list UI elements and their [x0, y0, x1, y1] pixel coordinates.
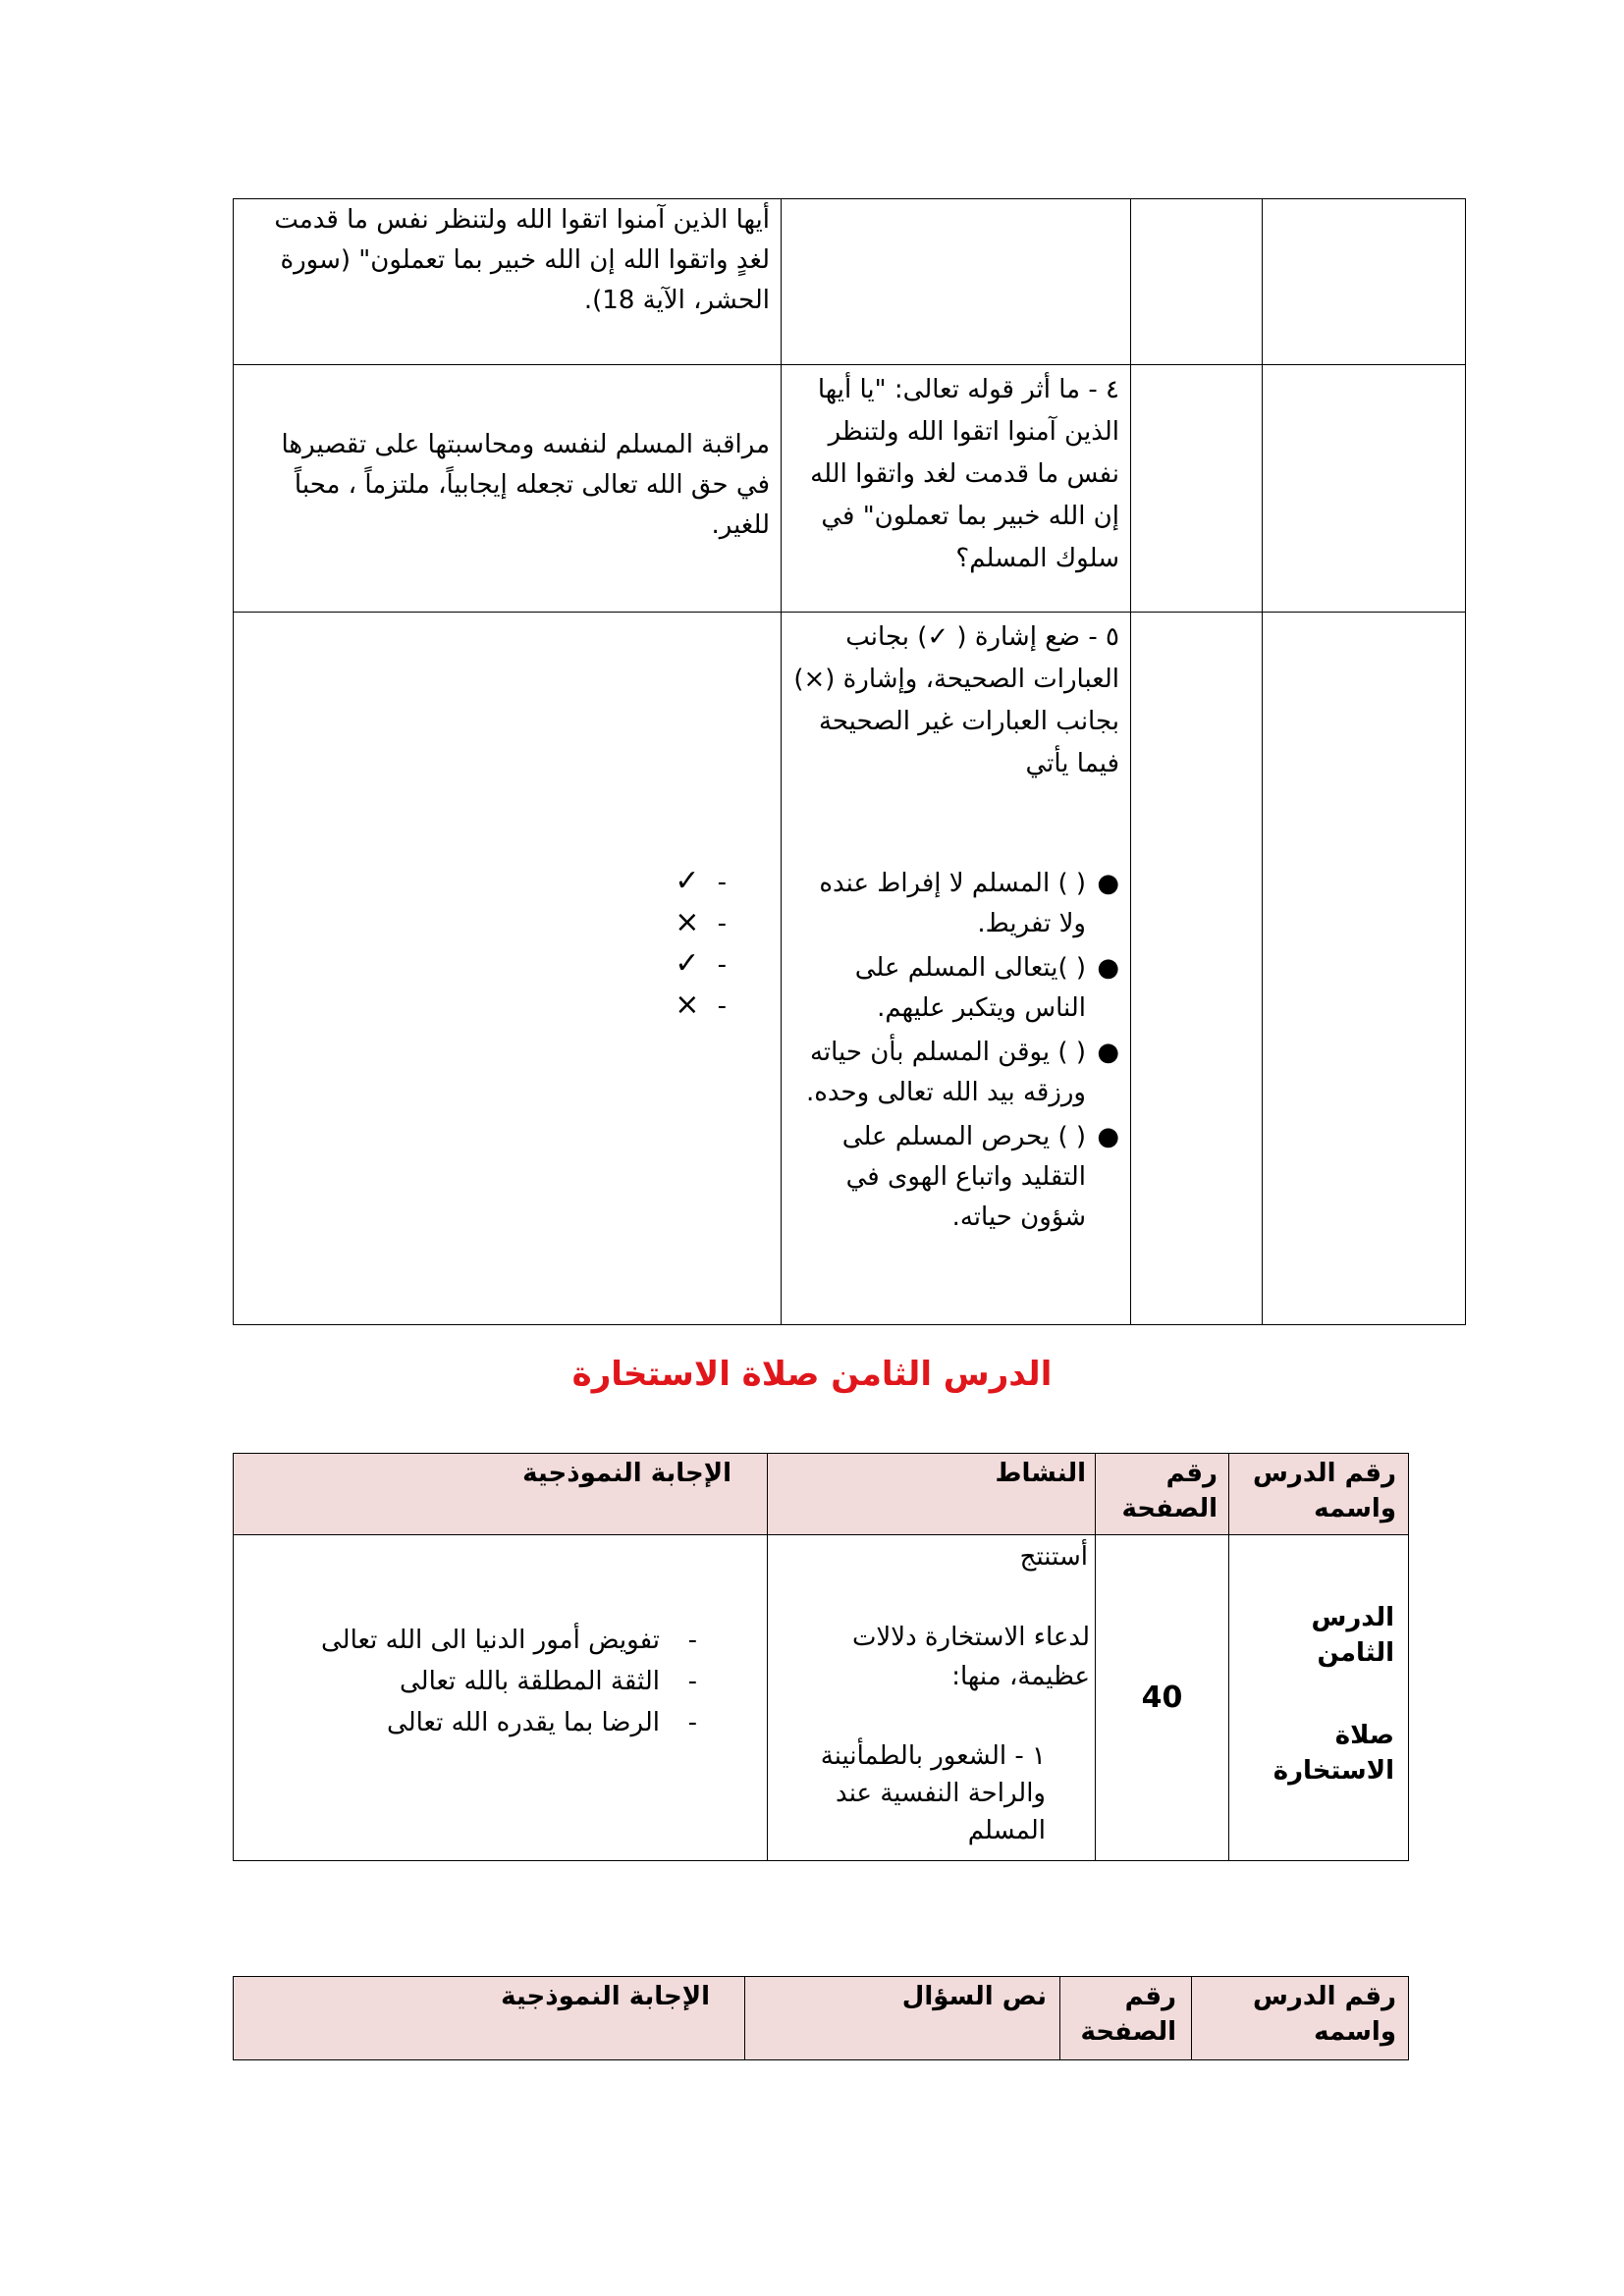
- statement-item: ● ( )يتعالى المسلم على الناس ويتكبر عليهم.: [793, 948, 1119, 1029]
- answer-mark-row: - ✓: [609, 864, 727, 905]
- bullet-icon: ●: [1097, 869, 1119, 898]
- t3-header-question-label: نص السؤال: [901, 1982, 1047, 2011]
- t2-header-activity-label: النشاط: [995, 1459, 1086, 1488]
- t2-activity-text: لدعاء الاستخارة دلالات عظيمة، منها:: [851, 1623, 1090, 1691]
- cross-icon: ×: [675, 988, 700, 1022]
- t2-header-lesson-label: رقم الدرس واسمه: [1253, 1459, 1396, 1523]
- bullet-icon: ●: [1097, 953, 1119, 983]
- t1-r1-answer-text: أيها الذين آمنوا اتقوا الله ولتنظر نفس ما قدمت لغدٍ واتقوا الله إن الله خبير بما تعملون" (سورة الحشر، الآية 18).: [274, 205, 770, 315]
- t1-r2-answer-text: مراقبة المسلم لنفسه ومحاسبتها على تقصيرها في حق الله تعالى تجعله إيجابياً، ملتزماً ، محباً للغير.: [281, 430, 770, 540]
- cross-icon: ×: [675, 905, 700, 939]
- t1-r3-statement-list: [793, 864, 1119, 1238]
- t1-r2-activity-text: ٤ - ما أثر قوله تعالى: "يا أيها الذين آمنوا اتقوا الله ولتنظر نفس ما قدمت لغد واتقوا الله إن الله خبير بما تعملون" في سلوك المسلم؟: [810, 375, 1119, 573]
- t2-answer-list: [265, 1620, 697, 1743]
- t2-header-page-label: رقم الصفحة: [1121, 1459, 1218, 1523]
- t2-activity-heading: أستنتج: [1019, 1542, 1088, 1572]
- dash-icon: -: [687, 1708, 697, 1737]
- t1-r1-lesson-cell: [1262, 198, 1466, 365]
- t1-r3-activity-text: ٥ - ضع إشارة ( ✓) بجانب العبارات الصحيحة، وإشارة (×) بجانب العبارات غير الصحيحة فيما يأتي: [793, 622, 1119, 778]
- statement-item: ● ( ) يحرص المسلم على التقليد واتباع الهوى في شؤون حياته.: [793, 1117, 1119, 1238]
- dash-icon: -: [687, 1626, 697, 1655]
- t1-r1-activity-cell: [781, 198, 1131, 365]
- t2-header-answer-label: الإجابة النموذجية: [522, 1459, 731, 1488]
- statement-item: ● ( ) يوقن المسلم بأن حياته ورزقه بيد الله تعالى وحده.: [793, 1033, 1119, 1113]
- t3-header-answer-label: الإجابة النموذجية: [501, 1982, 710, 2011]
- bullet-icon: ●: [1097, 1122, 1119, 1151]
- t3-header-page-label: رقم الصفحة: [1080, 1982, 1176, 2047]
- check-icon: ✓: [675, 864, 700, 898]
- t1-r1-page-cell: [1130, 198, 1263, 365]
- statement-item: ● ( ) المسلم لا إفراط عنده ولا تفريط.: [793, 864, 1119, 944]
- t1-r3-answer-marks: [609, 864, 727, 1029]
- answer-mark-row: - ✓: [609, 946, 727, 988]
- t2-lesson-cell: [1228, 1534, 1409, 1861]
- t1-r3-lesson-cell: [1262, 612, 1466, 1325]
- answer-mark-row: - ×: [609, 988, 727, 1029]
- t1-r2-page-cell: [1130, 364, 1263, 613]
- t2-lesson-name-2: صلاة الاستخارة: [1272, 1721, 1394, 1786]
- t2-activity-item: ١ - الشعور بالطمأنينة والراحة النفسية عند المسلم: [820, 1741, 1046, 1845]
- answer-list-item: - الرضا بما يقدره الله تعالى: [265, 1702, 697, 1743]
- answer-list-item: - تفويض أمور الدنيا الى الله تعالى: [265, 1620, 697, 1661]
- t2-lesson-name-1: الدرس الثامن: [1311, 1603, 1394, 1668]
- t1-r3-page-cell: [1130, 612, 1263, 1325]
- lesson-title: الدرس الثامن صلاة الاستخارة: [571, 1355, 1053, 1394]
- t2-page-number: 40: [1141, 1681, 1183, 1715]
- t1-r2-lesson-cell: [1262, 364, 1466, 613]
- check-icon: ✓: [675, 946, 700, 981]
- answer-mark-row: - ×: [609, 905, 727, 946]
- bullet-icon: ●: [1097, 1038, 1119, 1067]
- answer-list-item: - الثقة المطلقة بالله تعالى: [265, 1661, 697, 1702]
- dash-icon: -: [687, 1667, 697, 1696]
- t3-header-lesson-label: رقم الدرس واسمه: [1253, 1982, 1396, 2047]
